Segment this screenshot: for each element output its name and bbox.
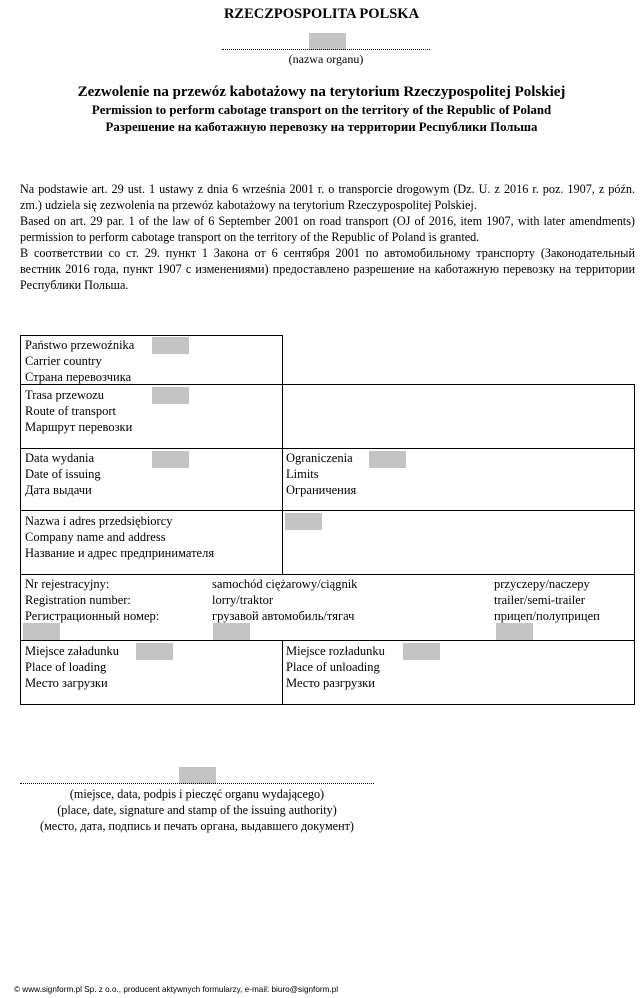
- signature-field[interactable]: [179, 767, 216, 784]
- limits-label-en: Limits: [286, 467, 319, 481]
- signature-line: [20, 783, 374, 784]
- authority-caption: (nazwa organu): [288, 52, 364, 66]
- title-ru: Разрешение на каботажную перевозку на территории Республики Польша: [105, 120, 538, 134]
- date-issued-label-en: Date of issuing: [25, 467, 101, 481]
- unloading-field[interactable]: [403, 643, 440, 660]
- date-issued-label-pl: Data wydania: [25, 451, 95, 465]
- lorry-label-ru: грузавой автомобиль/тягач: [212, 609, 355, 623]
- date-issued-label-ru: Дата выдачи: [25, 483, 92, 497]
- country-heading: RZECZPOSPOLITA POLSKA: [223, 6, 420, 22]
- loading-label-pl: Miejsce załadunku: [25, 644, 120, 658]
- carrier-country-label-en: Carrier country: [25, 354, 102, 368]
- loading-field[interactable]: [136, 643, 173, 660]
- limits-label-ru: Ограничения: [286, 483, 357, 497]
- loading-label-ru: Место загрузки: [25, 676, 108, 690]
- trailer-label-pl: przyczepy/naczepy: [494, 577, 590, 591]
- lorry-field[interactable]: [213, 623, 250, 640]
- registration-label-ru: Регистрационный номер:: [25, 609, 160, 623]
- unloading-label-ru: Место разгрузки: [286, 676, 375, 690]
- authority-name-field[interactable]: [309, 33, 346, 50]
- company-field[interactable]: [285, 513, 322, 530]
- company-label-en: Company name and address: [25, 530, 166, 544]
- date-issued-field[interactable]: [152, 451, 189, 468]
- route-label-pl: Trasa przewozu: [25, 388, 105, 402]
- registration-label-pl: Nr rejestracyjny:: [25, 577, 110, 591]
- unloading-label-en: Place of unloading: [286, 660, 380, 674]
- company-value-cell: [282, 510, 635, 575]
- registration-label-en: Registration number:: [25, 593, 131, 607]
- limits-field[interactable]: [369, 451, 406, 468]
- authority-name-line: [222, 49, 430, 50]
- route-field[interactable]: [152, 387, 189, 404]
- legal-text-en: Based on art. 29 par. 1 of the law of 6 September 2001 on road transport (OJ of 2016, item 1907, with later amendments) permission to perform cabotage transport on the territory of the Republic of Poland is granted.: [20, 214, 635, 244]
- trailer-label-en: trailer/semi-trailer: [494, 593, 585, 607]
- route-label-en: Route of transport: [25, 404, 116, 418]
- route-value-cell[interactable]: [282, 384, 635, 449]
- legal-text-ru: В соответствии со ст. 29. пункт 1 Закона от 6 сентября 2001 по автомобильному транспорту (Законодательный вестник 2016 года, пункт 1907 с изменениями) предоставлено разрешение на каботажную перевозку на территории Республики Польша.: [20, 246, 635, 292]
- registration-field[interactable]: [23, 623, 60, 640]
- lorry-label-en: lorry/traktor: [212, 593, 274, 607]
- trailer-label-ru: прицеп/полуприцеп: [494, 609, 600, 623]
- signature-caption-pl: (miejsce, data, podpis i pieczęć organu wydającego): [69, 787, 325, 801]
- carrier-country-field[interactable]: [152, 337, 189, 354]
- loading-label-en: Place of loading: [25, 660, 107, 674]
- footer-credit: © www.signform.pl Sp. z o.o., producent aktywnych formularzy, e-mail: biuro@signform.pl: [14, 985, 339, 994]
- legal-text-pl: Na podstawie art. 29 ust. 1 ustawy z dnia 6 września 2001 r. o transporcie drogowym (Dz. U. z 2016 r. poz. 1907, z późn. zm.) udziela się zezwolenia na przewóz kabotażowy na terytorium Rzeczypospolitej Polskiej.: [20, 182, 635, 212]
- signature-caption-en: (place, date, signature and stamp of the issuing authority): [57, 803, 337, 817]
- company-label-pl: Nazwa i adres przedsiębiorcy: [25, 514, 173, 528]
- carrier-country-label-ru: Страна перевозчика: [25, 370, 132, 384]
- unloading-label-pl: Miejsce rozładunku: [286, 644, 385, 658]
- trailer-field[interactable]: [496, 623, 533, 640]
- limits-label-pl: Ograniczenia: [286, 451, 353, 465]
- title-pl: Zezwolenie na przewóz kabotażowy na terytorium Rzeczypospolitej Polskiej: [77, 84, 566, 100]
- title-en: Permission to perform cabotage transport on the territory of the Republic of Poland: [91, 103, 552, 117]
- signature-caption-ru: (место, дата, подпись и печать органа, выдавшего документ): [40, 819, 354, 833]
- carrier-country-label-pl: Państwo przewoźnika: [25, 338, 135, 352]
- lorry-label-pl: samochód ciężarowy/ciągnik: [212, 577, 358, 591]
- company-label-ru: Название и адрес предпринимателя: [25, 546, 215, 560]
- route-label-ru: Маршрут перевозки: [25, 420, 133, 434]
